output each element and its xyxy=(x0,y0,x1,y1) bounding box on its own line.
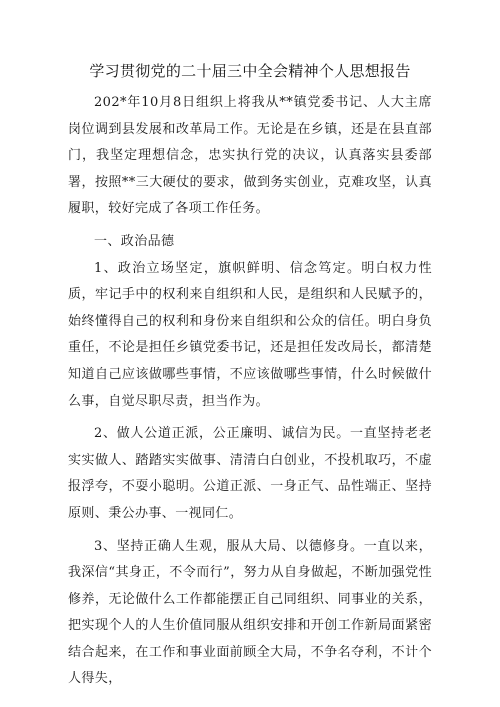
intro-paragraph: 202*年10月8日组织上将我从**镇党委书记、人大主席岗位调到县发展和改革局工作。无论是在乡镇，还是在县直部门，我坚定理想信念，忠实执行党的决议，认真落实县委部署，按照**三大硬仗的要求，做到务实创业，克难攻坚，认真履职，较好完成了各项工作任务。 xyxy=(68,95,432,217)
document-title: 学习贯彻党的二十届三中全会精神个人思想报告 xyxy=(89,62,411,80)
paragraph-item-3: 3、坚持正确人生观，服从大局、以德修身。一直以来，我深信“其身正，不令而行”，努力从自身做起，不断加强党性修养，无论做什么工作都能摆正自己同组织、同事业的关系，把实现个人的人生价值同服从组织安排和开创工作新局面紧密结合起来，在工作和事业面前顾全大局，不争名夺利，不计个人得失， xyxy=(68,538,432,687)
paragraph-item-1: 1、政治立场坚定，旗帜鲜明、信念笃定。明白权力性质，牢记手中的权利来自组织和人民，是组织和人民赋予的，始终懂得自己的权利和身份来自组织和公众的信任。明白身负重任，不论是担任乡镇党委书记，还是担任发改局长，都清楚知道自己应该做哪些事情，不应该做哪些事情，什么时候做什么事，自觉尽职尽责，担当作为。 xyxy=(68,260,432,409)
section-heading-political-character: 一、政治品德 xyxy=(94,233,175,249)
paragraph-item-2: 2、做人公道正派，公正廉明、诚信为民。一直坚持老老实实做人、踏踏实实做事、清清白白创业，不投机取巧，不虚报浮夸，不耍小聪明。公道正派、一身正气、品性端正、坚持原则、秉公办事、一视同仁。 xyxy=(68,426,432,521)
